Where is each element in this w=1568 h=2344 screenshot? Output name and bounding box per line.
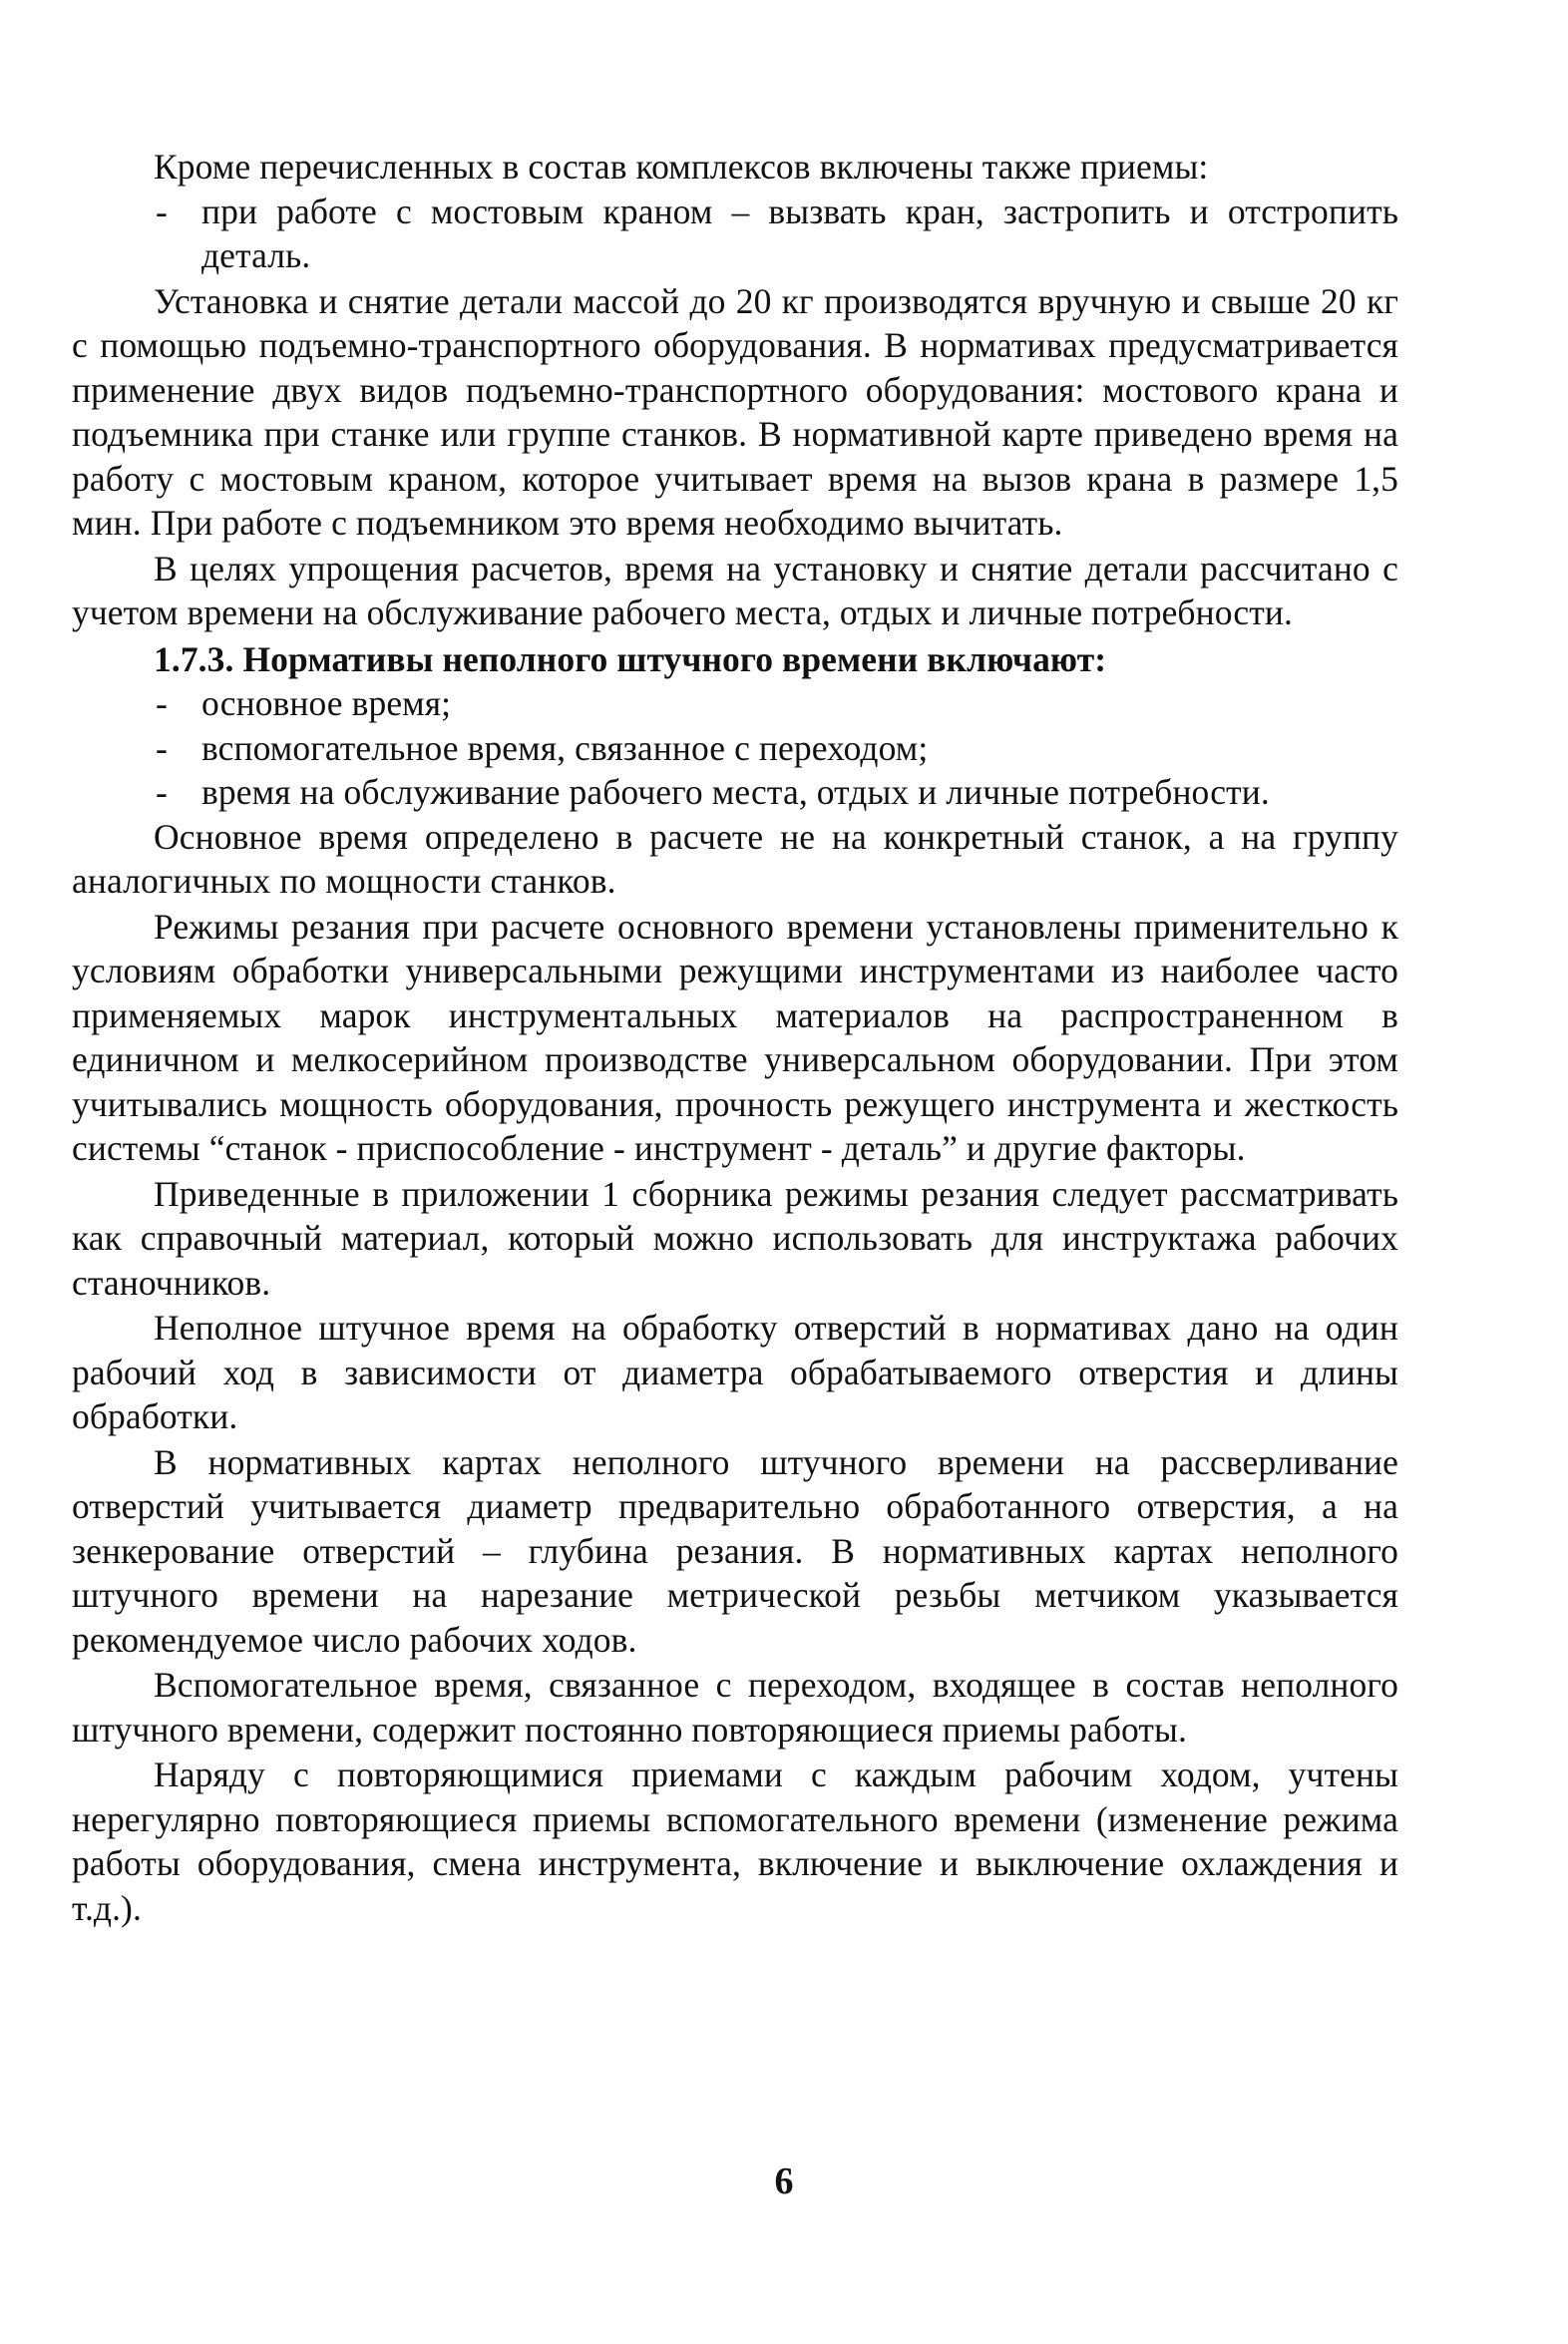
paragraph: Вспомогательное время, связанное с переходом, входящее в состав неполного штучного времени, содержит постоянно повторяющиеся приемы работы.	[72, 1665, 1398, 1750]
heading-list	[72, 681, 1398, 815]
list-item-text: основное время;	[201, 683, 452, 723]
list-dash: -	[156, 683, 168, 723]
paragraph: Приведенные в приложении 1 сборника режимы резания следует рассматривать как справочный материал, который можно использовать для инструктажа рабочих станочников.	[72, 1173, 1398, 1303]
list-item-text: время на обслуживание рабочего места, отдых и личные потребности.	[201, 772, 1270, 812]
paragraph: Установка и снятие детали массой до 20 кг производятся вручную и свыше 20 кг с помощью подъемно-транспортного оборудования. В нормативах предусматривается применение двух видов подъемно-транспортного оборудования: мостового крана и подъемника при станке или группе станков. В нормативной карте приведено время на работу с мостовым краном, которое учитывает время на вызов крана в размере 1,5 мин. При работе с подъемником это время необходимо вычитать.	[72, 280, 1398, 543]
section-heading: 1.7.3. Нормативы неполного штучного времени включают:	[154, 638, 1107, 679]
list-item	[72, 770, 1398, 815]
list-item-text: вспомогательное время, связанное с переходом;	[201, 727, 929, 768]
intro-list	[72, 190, 1398, 278]
paragraph: В нормативных картах неполного штучного времени на рассверливание отверстий учитывается диаметр предварительно обработанного отверстия, а на зенкерование отверстий – глубина резания. В нормативных картах неполного штучного времени на нарезание метрической резьбы метчиком указывается рекомендуемое число рабочих ходов.	[72, 1441, 1398, 1660]
page-body	[72, 145, 1398, 1930]
paragraph: Наряду с повторяющимися приемами с каждым рабочим ходом, учтены нерегулярно повторяющиеся приемы вспомогательного времени (изменение режима работы оборудования, смена инструмента, включение и выключение охлаждения и т.д.).	[72, 1755, 1398, 1928]
paragraph: Неполное штучное время на обработку отверстий в нормативах дано на один рабочий ход в зависимости от диаметра обрабатываемого отверстия и длины обработки.	[72, 1308, 1398, 1436]
paragraph: В целях упрощения расчетов, время на установку и снятие детали рассчитано с учетом времени на обслуживание рабочего места, отдых и личные потребности.	[72, 548, 1398, 632]
list-item	[72, 681, 1398, 726]
intro-paragraph: Кроме перечисленных в состав комплексов включены также приемы:	[154, 147, 1209, 187]
list-dash: -	[156, 772, 168, 812]
paragraph: Режимы резания при расчете основного времени установлены применительно к условиям обработки универсальными режущими инструментами из наиболее часто применяемых марок инструментальных материалов на распространенном в единичном и мелкосерийном производстве универсальном оборудовании. При этом учитывались мощность оборудования, прочность режущего инструмента и жесткость системы “станок - приспособление - инструмент - деталь” и другие факторы.	[72, 906, 1398, 1168]
list-item-text: при работе с мостовым краном – вызвать кран, застропить и отстропить деталь.	[201, 191, 1398, 275]
list-item	[72, 190, 1398, 278]
list-item	[72, 726, 1398, 771]
page-number: 6	[774, 2160, 794, 2202]
paragraph: Основное время определено в расчете не на конкретный станок, а на группу аналогичных по мощности станков.	[72, 816, 1398, 901]
list-dash: -	[156, 191, 168, 231]
list-dash: -	[156, 727, 168, 768]
